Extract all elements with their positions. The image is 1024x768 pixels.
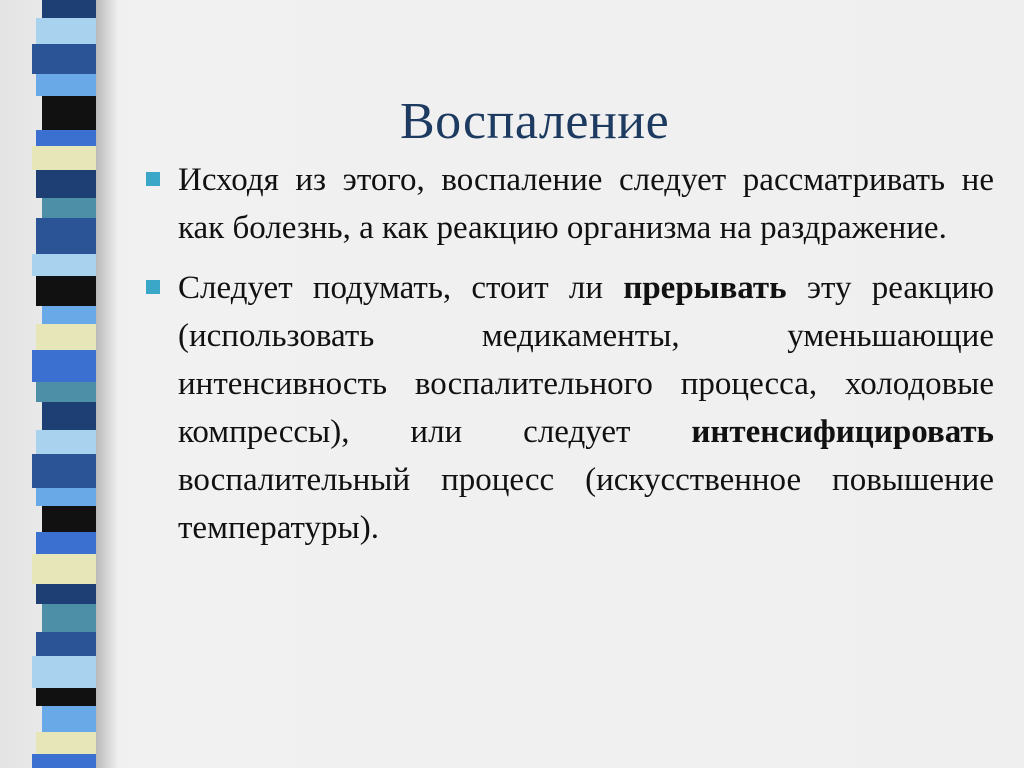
stripe-block: [42, 604, 96, 632]
stripe-block: [42, 706, 96, 732]
bullet-text-segment: воспалительный процесс (искусственное повышение температуры).: [178, 462, 994, 546]
bullet-text-emphasis: интенсифицировать: [691, 414, 994, 450]
stripe-block: [36, 584, 96, 604]
stripe-block: [36, 130, 96, 146]
stripe-block: [36, 382, 96, 402]
stripe-block: [36, 170, 96, 198]
stripe-block: [36, 276, 96, 306]
stripe-block: [32, 554, 96, 584]
stripe-block: [32, 754, 96, 768]
stripe-block: [32, 656, 96, 688]
stripe-block: [42, 96, 96, 130]
bullet-text-emphasis: прерывать: [623, 270, 787, 306]
stripe-block: [32, 350, 96, 382]
stripe-block: [32, 454, 96, 488]
stripe-block: [36, 732, 96, 754]
bullet-item: [146, 156, 994, 252]
bullet-text-segment: Исходя из этого, воспаление следует рассматривать не как болезнь, а как реакцию организма на раздражение.: [178, 162, 994, 246]
stripe-block: [36, 324, 96, 350]
stripe-block: [36, 18, 96, 44]
stripe-block: [36, 218, 96, 254]
stripe-block: [36, 632, 96, 656]
stripe-block: [36, 74, 96, 96]
stripe-block: [42, 506, 96, 532]
stripe-block: [36, 488, 96, 506]
stripe-block: [32, 44, 96, 74]
square-bullet-icon: [146, 280, 160, 294]
stripe-block: [36, 430, 96, 454]
stripe-block: [36, 688, 96, 706]
bullet-text: [178, 156, 994, 252]
stripe-block: [32, 254, 96, 276]
bullet-text-segment: Следует подумать, стоит ли: [178, 270, 624, 306]
bullet-list: [146, 156, 994, 564]
stripe-block: [42, 402, 96, 430]
stripe-block: [42, 0, 96, 18]
stripe-block: [42, 198, 96, 218]
bullet-item: [146, 264, 994, 552]
stripe-block: [36, 532, 96, 554]
slide-title: Воспаление: [400, 93, 670, 150]
stripe-block: [42, 306, 96, 324]
bullet-text: [178, 264, 994, 552]
square-bullet-icon: [146, 172, 160, 186]
bullet-text-segment: эту реакцию (использовать медикаменты, уменьшающие интенсивность воспалительного процесса, холодовые компрессы), или следует: [178, 270, 994, 450]
decorative-stripe: [0, 0, 110, 768]
stripe-block: [32, 146, 96, 170]
stripe-shadow: [96, 0, 118, 768]
